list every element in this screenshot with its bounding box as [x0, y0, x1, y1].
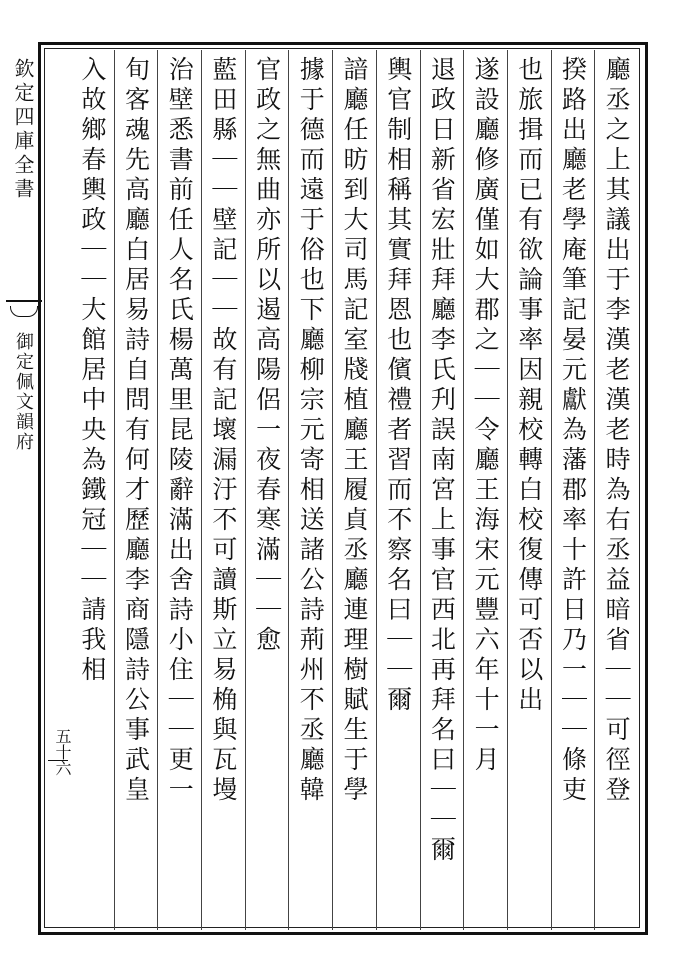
column-rule [201, 50, 202, 930]
fish-tail-mark [6, 300, 42, 318]
column-rule [594, 50, 595, 930]
book-title: 御定佩文韻府 [13, 332, 34, 452]
text-column: 據于德而遠于俗也下廳柳宗元寄相送諸公詩荊州不丞廳韓 [296, 56, 326, 806]
text-column: 官政之無曲亦所以遏高陽侶一夜春寒滿｜｜愈 [252, 56, 282, 656]
column-rule [332, 50, 333, 930]
text-column: 遂設廳修廣僅如大郡之｜｜令廳王海宋元豐六年十一月 [471, 56, 501, 776]
column-rule [463, 50, 464, 930]
column-rule [507, 50, 508, 930]
book-collection-title: 欽定四庫全書 [11, 58, 35, 202]
text-column: 也旅揖而已有欲論事率因親校轉白校復傳可否以出 [514, 56, 544, 716]
text-column: 旬客魂先高廳白居易詩自問有何才歷廳李商隱詩公事武皇 [121, 56, 151, 806]
column-rule [420, 50, 421, 930]
column-rule [376, 50, 377, 930]
column-rule [245, 50, 246, 930]
text-column: 廳丞之上其議出于李漢老漢老時為右丞益暗省｜｜可徑登 [602, 56, 632, 806]
column-rule [114, 50, 115, 930]
column-rule [157, 50, 158, 930]
page-number-rule [48, 760, 68, 761]
page-number: 五十六 [53, 728, 72, 776]
text-column: 藍田縣｜｜壁記｜｜故有記壞漏汙不可讀斯立易桷與瓦墁 [208, 56, 238, 806]
text-body [70, 50, 638, 930]
text-column: 輿官制相稱其實拜恩也儐禮者習而不察名曰｜｜爾 [383, 56, 413, 716]
text-column: 入故鄉春輿政｜｜大館居中央為鐵冠｜｜請我相 [77, 56, 107, 686]
column-rule [551, 50, 552, 930]
column-rule [288, 50, 289, 930]
text-column: 諳廳任昉到大司馬記室牋植廳王履貞丞廳連理樹賦生于學 [340, 56, 369, 806]
text-column: 退政日新省宏壯拜廳李氏刋誤南宮上事官西北再拜名曰｜｜爾 [427, 56, 457, 866]
text-column: 揆路出廳老學庵筆記晏元獻為藩郡率十許日乃一｜｜條吏 [558, 56, 588, 806]
text-column: 治壁悉書前任人名氏楊萬里昆陵辭滿出舍詩小住｜｜更一 [165, 56, 195, 806]
